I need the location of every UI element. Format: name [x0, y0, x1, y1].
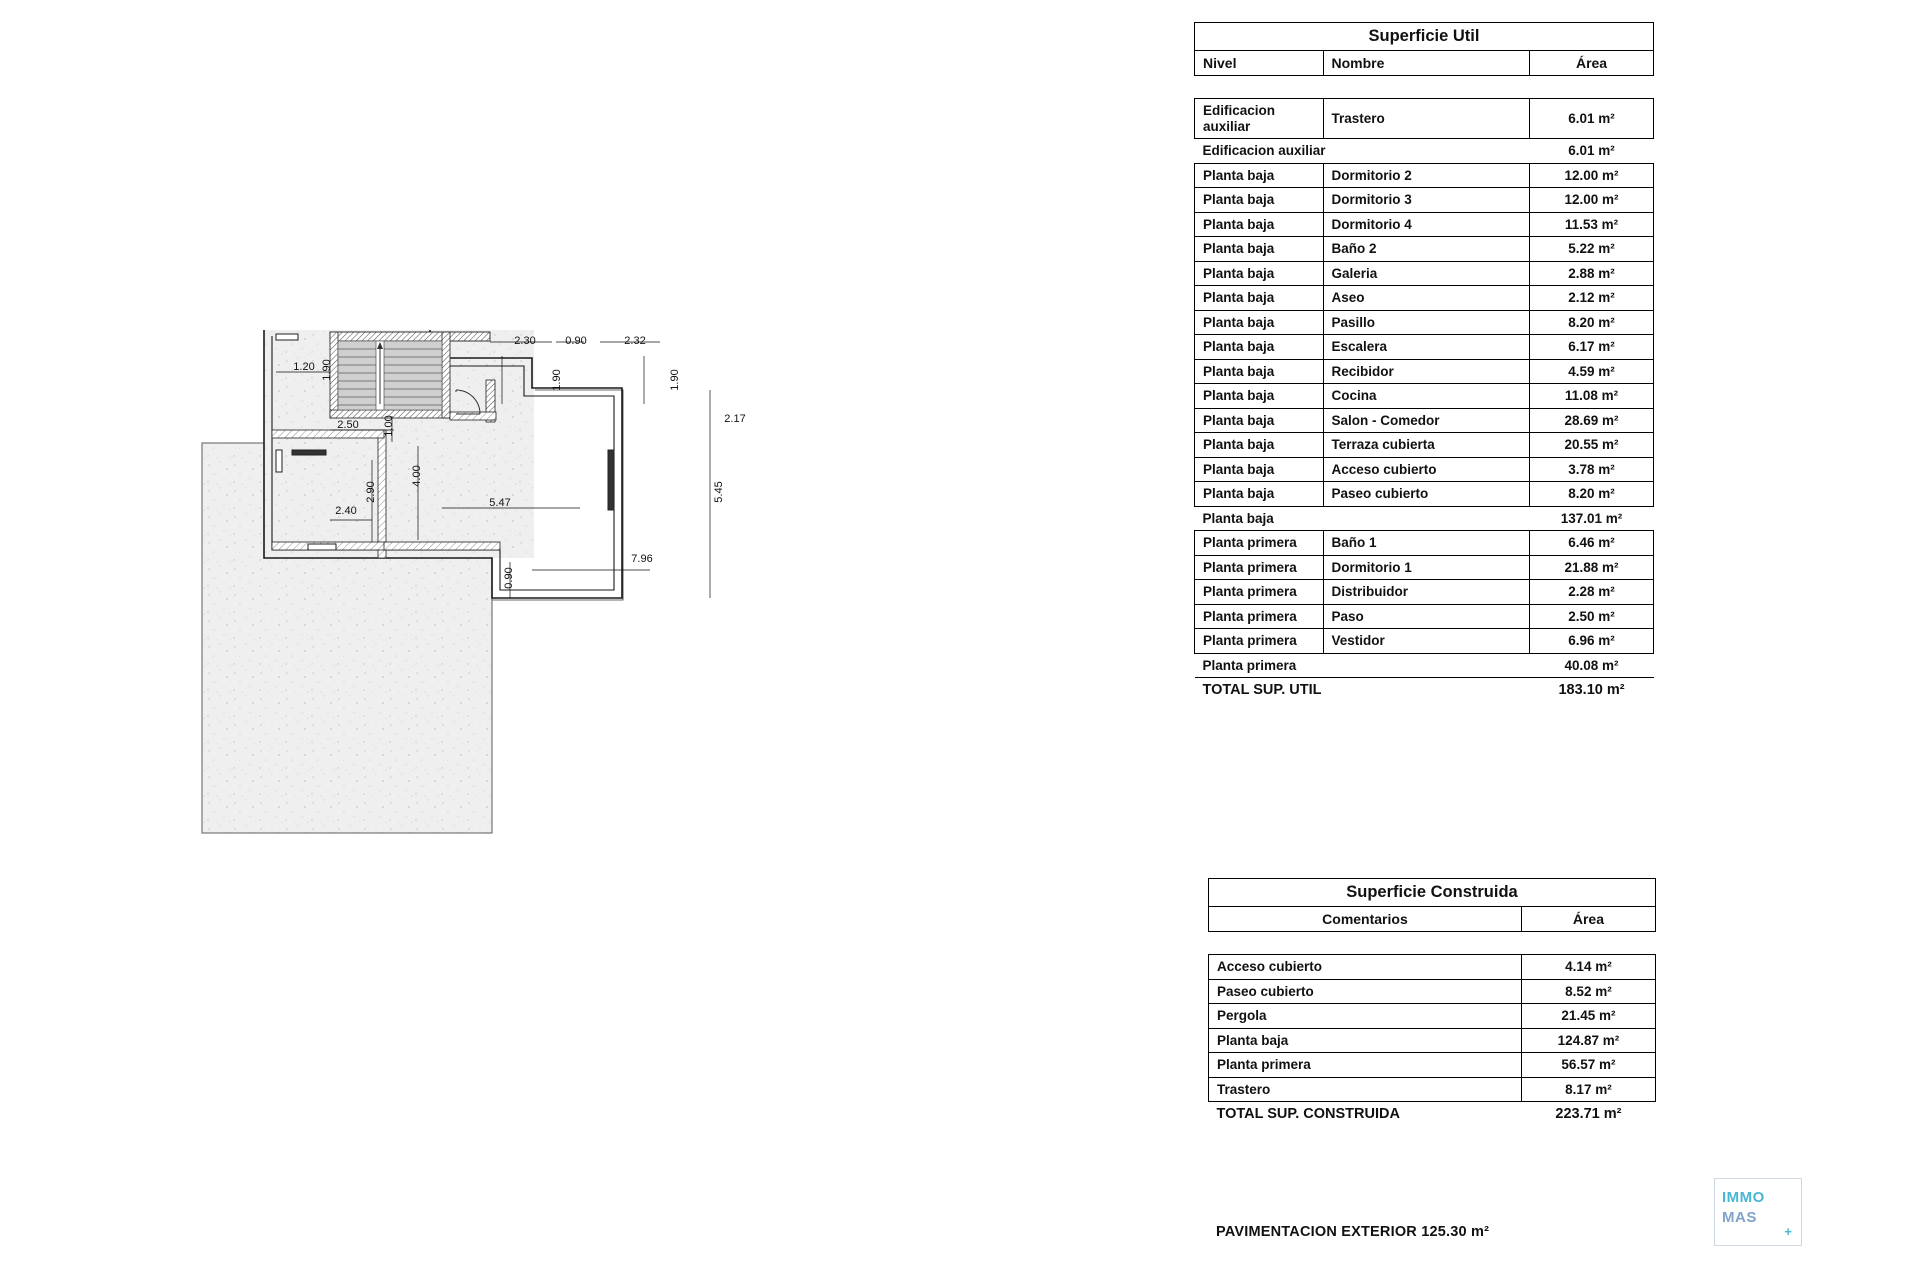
cell-nivel: Planta baja: [1195, 482, 1324, 507]
dim-2-50: 2.50: [337, 419, 359, 431]
cell-nivel: Planta baja: [1195, 261, 1324, 286]
cell-comentario: Paseo cubierto: [1209, 979, 1522, 1004]
construida-header-comentarios: Comentarios: [1209, 906, 1522, 931]
dim-1-00: 1.00: [383, 415, 395, 437]
table-row: [1195, 237, 1654, 262]
table-row: [1195, 310, 1654, 335]
dim-1-90-b: 1.90: [551, 369, 563, 391]
util-header-nombre: Nombre: [1323, 50, 1530, 75]
util-header-area: Área: [1530, 50, 1654, 75]
total-label: TOTAL SUP. UTIL: [1202, 682, 1322, 699]
cell-area: 12.00 m²: [1530, 163, 1654, 188]
table-row: [1195, 408, 1654, 433]
cell-area: 6.01 m²: [1530, 99, 1654, 139]
cell-nivel: Planta primera: [1195, 555, 1324, 580]
table-row: [1195, 261, 1654, 286]
cell-nivel: Planta primera: [1195, 604, 1324, 629]
dim-5-45: 5.45: [713, 481, 725, 503]
spacer: [1209, 932, 1656, 955]
dim-2-17: 2.17: [724, 413, 746, 425]
table-row: [1209, 1028, 1656, 1053]
superficie-util-table: [1194, 22, 1654, 703]
cell-area: 12.00 m²: [1530, 188, 1654, 213]
cell-comentario: Trastero: [1209, 1077, 1522, 1102]
cell-area: 2.12 m²: [1530, 286, 1654, 311]
superficie-construida-table: [1208, 878, 1656, 1127]
dim-5-47: 5.47: [489, 497, 511, 509]
cell-nombre: Terraza cubierta: [1323, 433, 1530, 458]
util-header-row: [1195, 50, 1654, 75]
table-row: [1195, 163, 1654, 188]
cell-area: 2.28 m²: [1530, 580, 1654, 605]
cell-area: 6.96 m²: [1530, 629, 1654, 654]
total-area: 183.10 m²: [1558, 682, 1625, 699]
cell-nombre: Escalera: [1323, 335, 1530, 360]
floor-plan-drawing: [180, 330, 980, 1030]
cell-nivel: Planta primera: [1195, 580, 1324, 605]
subtotal-area: 40.08 m²: [1530, 653, 1654, 678]
cell-area: 6.46 m²: [1530, 531, 1654, 556]
subtotal-row-planta-baja: [1195, 506, 1654, 531]
construida-header-row: [1209, 906, 1656, 931]
cell-nivel: Planta baja: [1195, 359, 1324, 384]
table-row: [1209, 979, 1656, 1004]
immomas-logo: [1714, 1178, 1802, 1246]
cell-nombre: Baño 1: [1323, 531, 1530, 556]
cell-nivel: Planta baja: [1195, 408, 1324, 433]
cell-nivel: Planta baja: [1195, 286, 1324, 311]
dim-2-90: 2.90: [365, 481, 377, 503]
table-row: [1209, 1004, 1656, 1029]
table-row: [1195, 335, 1654, 360]
util-header-nivel: Nivel: [1195, 50, 1324, 75]
cell-area: 56.57 m²: [1521, 1053, 1655, 1078]
cell-area: 2.50 m²: [1530, 604, 1654, 629]
cell-nombre: Galeria: [1323, 261, 1530, 286]
table-row: [1195, 384, 1654, 409]
pavimentacion-exterior-note: PAVIMENTACION EXTERIOR 125.30 m²: [1216, 1224, 1490, 1240]
dim-7-96: 7.96: [631, 553, 653, 565]
table-row: [1195, 286, 1654, 311]
cell-nombre: Vestidor: [1323, 629, 1530, 654]
cell-area: 28.69 m²: [1530, 408, 1654, 433]
cell-area: 8.52 m²: [1521, 979, 1655, 1004]
cell-comentario: Pergola: [1209, 1004, 1522, 1029]
cell-nombre: Baño 2: [1323, 237, 1530, 262]
dim-2-40: 2.40: [335, 505, 357, 517]
cell-nombre: Paseo cubierto: [1323, 482, 1530, 507]
cell-nombre: Dormitorio 3: [1323, 188, 1530, 213]
table-row: [1195, 188, 1654, 213]
cell-nombre: Recibidor: [1323, 359, 1530, 384]
cell-area: 4.59 m²: [1530, 359, 1654, 384]
cell-nivel: Planta baja: [1195, 457, 1324, 482]
table-row: [1195, 604, 1654, 629]
cell-nivel: Planta baja: [1195, 163, 1324, 188]
cell-nombre: Trastero: [1323, 99, 1530, 139]
construida-header-area: Área: [1521, 906, 1655, 931]
table-row: [1195, 212, 1654, 237]
dim-1-20: 1.20: [293, 361, 315, 373]
cell-area: 20.55 m²: [1530, 433, 1654, 458]
total-area: 223.71 m²: [1555, 1106, 1622, 1123]
logo-line-2: MAS: [1722, 1209, 1757, 1226]
cell-area: 6.17 m²: [1530, 335, 1654, 360]
cell-nivel: Planta baja: [1195, 237, 1324, 262]
subtotal-label: Edificacion auxiliar: [1195, 139, 1530, 164]
table-row: [1195, 531, 1654, 556]
table-row: [1195, 555, 1654, 580]
dim-2-30: 2.30: [514, 335, 536, 347]
total-row-util: [1195, 678, 1654, 703]
construida-title-row: [1209, 879, 1656, 907]
cell-nivel: Edificacion auxiliar: [1195, 99, 1324, 139]
cell-area: 2.88 m²: [1530, 261, 1654, 286]
dim-4-00: 4.00: [411, 465, 423, 487]
cell-nombre: Dormitorio 1: [1323, 555, 1530, 580]
cell-nivel: Planta baja: [1195, 212, 1324, 237]
table-row: [1209, 955, 1656, 980]
cell-nivel: Planta baja: [1195, 384, 1324, 409]
table-row: [1195, 359, 1654, 384]
cell-nivel: Planta baja: [1195, 310, 1324, 335]
logo-plus-icon: +: [1784, 1224, 1792, 1239]
table-row: [1195, 482, 1654, 507]
cell-nombre: Dormitorio 2: [1323, 163, 1530, 188]
cell-nombre: Dormitorio 4: [1323, 212, 1530, 237]
table-row: [1195, 99, 1654, 139]
subtotal-row-planta-primera: [1195, 653, 1654, 678]
table-row: [1195, 457, 1654, 482]
total-label: TOTAL SUP. CONSTRUIDA: [1216, 1106, 1400, 1123]
table-row: [1209, 1077, 1656, 1102]
cell-nombre: Pasillo: [1323, 310, 1530, 335]
cell-area: 21.88 m²: [1530, 555, 1654, 580]
dim-1-90-a: 1.90: [321, 359, 333, 381]
cell-area: 8.20 m²: [1530, 482, 1654, 507]
cell-comentario: Acceso cubierto: [1209, 955, 1522, 980]
subtotal-area: 137.01 m²: [1530, 506, 1654, 531]
cell-nivel: Planta primera: [1195, 531, 1324, 556]
subtotal-area: 6.01 m²: [1530, 139, 1654, 164]
cell-comentario: Planta baja: [1209, 1028, 1522, 1053]
cell-nombre: Aseo: [1323, 286, 1530, 311]
table-row: [1195, 580, 1654, 605]
cell-nivel: Planta primera: [1195, 629, 1324, 654]
subtotal-row-auxiliar: [1195, 139, 1654, 164]
cell-nombre: Acceso cubierto: [1323, 457, 1530, 482]
cell-area: 4.14 m²: [1521, 955, 1655, 980]
cell-area: 8.20 m²: [1530, 310, 1654, 335]
util-title: Superficie Util: [1195, 23, 1654, 51]
cell-nivel: Planta baja: [1195, 433, 1324, 458]
util-title-row: [1195, 23, 1654, 51]
cell-nombre: Salon - Comedor: [1323, 408, 1530, 433]
cell-nombre: Cocina: [1323, 384, 1530, 409]
cell-nombre: Distribuidor: [1323, 580, 1530, 605]
table-row: [1209, 1053, 1656, 1078]
dim-0-90-a: 0.90: [565, 335, 587, 347]
cell-area: 3.78 m²: [1530, 457, 1654, 482]
table-row: [1195, 629, 1654, 654]
cell-area: 11.08 m²: [1530, 384, 1654, 409]
subtotal-label: Planta primera: [1195, 653, 1530, 678]
dim-2-32: 2.32: [624, 335, 646, 347]
cell-comentario: Planta primera: [1209, 1053, 1522, 1078]
table-row: [1195, 433, 1654, 458]
cell-area: 124.87 m²: [1521, 1028, 1655, 1053]
subtotal-label: Planta baja: [1195, 506, 1530, 531]
logo-line-1: IMMO: [1722, 1189, 1765, 1206]
cell-nivel: Planta baja: [1195, 335, 1324, 360]
dim-0-90-b: 0.90: [503, 567, 515, 589]
spacer: [1195, 76, 1654, 99]
construida-title: Superficie Construida: [1209, 879, 1656, 907]
cell-area: 5.22 m²: [1530, 237, 1654, 262]
cell-area: 21.45 m²: [1521, 1004, 1655, 1029]
cell-area: 11.53 m²: [1530, 212, 1654, 237]
cell-nombre: Paso: [1323, 604, 1530, 629]
cell-nivel: Planta baja: [1195, 188, 1324, 213]
dim-1-90-c: 1.90: [669, 369, 681, 391]
total-row-construida: [1209, 1102, 1656, 1127]
cell-area: 8.17 m²: [1521, 1077, 1655, 1102]
